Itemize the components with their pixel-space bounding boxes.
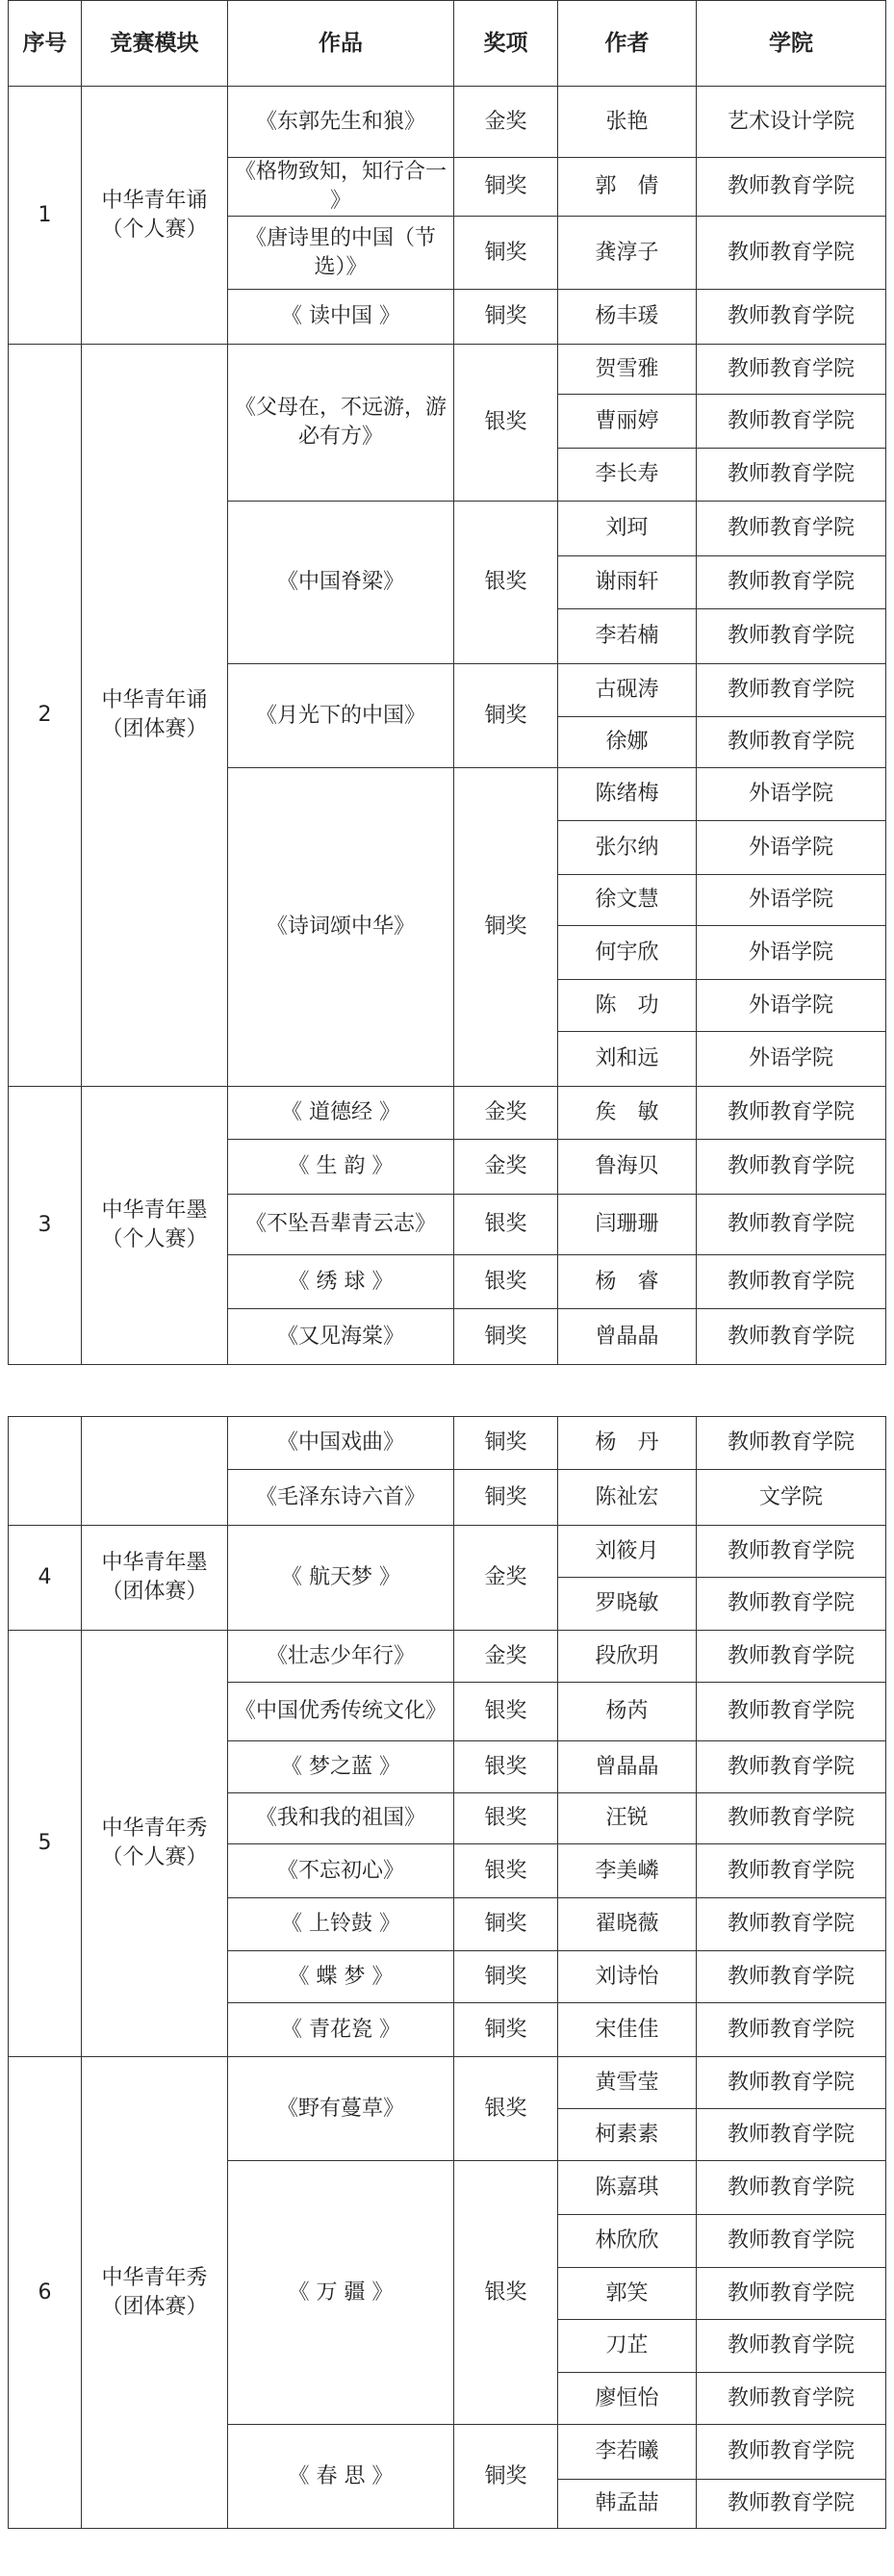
- award-table-part-2: [8, 1416, 886, 2529]
- work-title: 《 航天梦 》: [228, 1526, 454, 1631]
- table-row: [9, 1087, 886, 1140]
- work-title: 《 绣 球 》: [228, 1255, 454, 1309]
- work-title: 《 上铃鼓 》: [228, 1898, 454, 1951]
- college-name: 教师教育学院: [697, 609, 886, 664]
- award-level: 铜奖: [454, 1470, 558, 1526]
- award-level: 金奖: [454, 1140, 558, 1195]
- college-name: 教师教育学院: [697, 2320, 886, 2373]
- author-name: 宋佳佳: [558, 2003, 697, 2057]
- author-name: 刀芷: [558, 2320, 697, 2373]
- competition-module: 中华青年墨 （个人赛）: [82, 1087, 228, 1365]
- college-name: 教师教育学院: [697, 1309, 886, 1365]
- award-level: 铜奖: [454, 664, 558, 768]
- work-title: 《中国优秀传统文化》: [228, 1683, 454, 1741]
- college-name: 教师教育学院: [697, 1631, 886, 1683]
- award-level: 银奖: [454, 1741, 558, 1793]
- college-name: 教师教育学院: [697, 2425, 886, 2480]
- author-name: 徐娜: [558, 717, 697, 768]
- award-level: 铜奖: [454, 1951, 558, 2003]
- work-title: 《 蝶 梦 》: [228, 1951, 454, 2003]
- award-level: 铜奖: [454, 2425, 558, 2529]
- work-title: 《又见海棠》: [228, 1309, 454, 1365]
- table-row: [9, 87, 886, 158]
- author-name: 曾晶晶: [558, 1309, 697, 1365]
- author-name: 鲁海贝: [558, 1140, 697, 1195]
- award-level: 银奖: [454, 2057, 558, 2161]
- college-name: 外语学院: [697, 821, 886, 875]
- competition-module: 中华青年秀 （个人赛）: [82, 1631, 228, 2057]
- work-title: 《毛泽东诗六首》: [228, 1470, 454, 1526]
- header-no: 序号: [9, 1, 82, 87]
- college-name: 外语学院: [697, 926, 886, 980]
- award-level: 金奖: [454, 1631, 558, 1683]
- award-level: 银奖: [454, 2161, 558, 2425]
- college-name: 教师教育学院: [697, 1793, 886, 1844]
- college-name: 教师教育学院: [697, 664, 886, 717]
- author-name: 曹丽婷: [558, 395, 697, 449]
- college-name: 教师教育学院: [697, 1898, 886, 1951]
- author-name: 黄雪莹: [558, 2057, 697, 2109]
- competition-module: 中华青年秀 （团体赛）: [82, 2057, 228, 2529]
- college-name: 教师教育学院: [697, 1526, 886, 1578]
- work-title: 《 道德经 》: [228, 1087, 454, 1140]
- author-name: 廖恒怡: [558, 2373, 697, 2425]
- college-name: 教师教育学院: [697, 1683, 886, 1741]
- award-level: 铜奖: [454, 2003, 558, 2057]
- award-level: 铜奖: [454, 1898, 558, 1951]
- college-name: 文学院: [697, 1470, 886, 1526]
- author-name: 翟晓薇: [558, 1898, 697, 1951]
- group-number: 4: [9, 1526, 82, 1631]
- author-name: 陈祉宏: [558, 1470, 697, 1526]
- college-name: 教师教育学院: [697, 2215, 886, 2268]
- author-name: 杨丰瑗: [558, 290, 697, 345]
- author-name: 罗晓敏: [558, 1578, 697, 1631]
- college-name: 教师教育学院: [697, 290, 886, 345]
- college-name: 教师教育学院: [697, 449, 886, 502]
- work-title: 《不忘初心》: [228, 1844, 454, 1898]
- author-name: 陈绪梅: [558, 768, 697, 821]
- college-name: 教师教育学院: [697, 217, 886, 290]
- author-name: 陈 功: [558, 980, 697, 1032]
- award-level: 银奖: [454, 1793, 558, 1844]
- award-level: 银奖: [454, 1844, 558, 1898]
- header-work: 作品: [228, 1, 454, 87]
- college-name: 教师教育学院: [697, 345, 886, 395]
- award-level: 金奖: [454, 87, 558, 158]
- college-name: 教师教育学院: [697, 2161, 886, 2215]
- header-row: [9, 1, 886, 87]
- author-name: 李长寿: [558, 449, 697, 502]
- award-level: 铜奖: [454, 158, 558, 217]
- college-name: 教师教育学院: [697, 1578, 886, 1631]
- table-row: [9, 1417, 886, 1470]
- author-name: 刘筱月: [558, 1526, 697, 1578]
- author-name: 韩孟喆: [558, 2480, 697, 2529]
- author-name: 谢雨轩: [558, 556, 697, 609]
- work-title: 《 梦之蓝 》: [228, 1741, 454, 1793]
- college-name: 教师教育学院: [697, 1417, 886, 1470]
- college-name: 教师教育学院: [697, 502, 886, 556]
- college-name: 外语学院: [697, 980, 886, 1032]
- author-name: 刘诗怡: [558, 1951, 697, 2003]
- work-title: 《不坠吾辈青云志》: [228, 1195, 454, 1255]
- college-name: 外语学院: [697, 875, 886, 926]
- table-row: [9, 345, 886, 395]
- work-title: 《月光下的中国》: [228, 664, 454, 768]
- group-number: 1: [9, 87, 82, 345]
- work-title: 《 读中国 》: [228, 290, 454, 345]
- author-name: 李若楠: [558, 609, 697, 664]
- header-author: 作者: [558, 1, 697, 87]
- author-name: 徐文慧: [558, 875, 697, 926]
- work-title: 《壮志少年行》: [228, 1631, 454, 1683]
- author-name: 汪锐: [558, 1793, 697, 1844]
- award-level: 金奖: [454, 1526, 558, 1631]
- competition-module: 中华青年诵 （个人赛）: [82, 87, 228, 345]
- college-name: 教师教育学院: [697, 1951, 886, 2003]
- work-title: 《东郭先生和狼》: [228, 87, 454, 158]
- college-name: 艺术设计学院: [697, 87, 886, 158]
- author-name: 曾晶晶: [558, 1741, 697, 1793]
- award-level: 金奖: [454, 1087, 558, 1140]
- author-name: 李美嶙: [558, 1844, 697, 1898]
- college-name: 教师教育学院: [697, 158, 886, 217]
- college-name: 教师教育学院: [697, 1140, 886, 1195]
- college-name: 教师教育学院: [697, 2003, 886, 2057]
- author-name: 张艳: [558, 87, 697, 158]
- author-name: 刘珂: [558, 502, 697, 556]
- author-name: 郭 倩: [558, 158, 697, 217]
- award-table-part-1: [8, 0, 886, 1365]
- work-title: 《诗词颂中华》: [228, 768, 454, 1087]
- table-row: [9, 1631, 886, 1683]
- college-name: 教师教育学院: [697, 2373, 886, 2425]
- author-name: 段欣玥: [558, 1631, 697, 1683]
- group-number: 2: [9, 345, 82, 1087]
- college-name: 教师教育学院: [697, 395, 886, 449]
- award-level: 铜奖: [454, 217, 558, 290]
- header-award: 奖项: [454, 1, 558, 87]
- work-title: 《中国脊梁》: [228, 502, 454, 664]
- award-level: 铜奖: [454, 290, 558, 345]
- author-name: 何宇欣: [558, 926, 697, 980]
- college-name: 教师教育学院: [697, 2057, 886, 2109]
- author-name: 陈嘉琪: [558, 2161, 697, 2215]
- work-title: 《我和我的祖国》: [228, 1793, 454, 1844]
- author-name: 古砚涛: [558, 664, 697, 717]
- award-level: 银奖: [454, 502, 558, 664]
- competition-module: 中华青年墨 （团体赛）: [82, 1526, 228, 1631]
- author-name: 龚淳子: [558, 217, 697, 290]
- competition-module: [82, 1417, 228, 1526]
- college-name: 教师教育学院: [697, 1087, 886, 1140]
- author-name: 李若曦: [558, 2425, 697, 2480]
- author-name: 张尔纳: [558, 821, 697, 875]
- award-level: 铜奖: [454, 1417, 558, 1470]
- award-level: 银奖: [454, 1683, 558, 1741]
- author-name: 林欣欣: [558, 2215, 697, 2268]
- work-title: 《 青花瓷 》: [228, 2003, 454, 2057]
- college-name: 教师教育学院: [697, 1255, 886, 1309]
- work-title: 《 万 疆 》: [228, 2161, 454, 2425]
- author-name: 杨 睿: [558, 1255, 697, 1309]
- group-number: 6: [9, 2057, 82, 2529]
- header-college: 学院: [697, 1, 886, 87]
- work-title: 《格物致知，知行合一 》: [228, 158, 454, 217]
- college-name: 外语学院: [697, 768, 886, 821]
- group-number: 5: [9, 1631, 82, 2057]
- work-title: 《唐诗里的中国（节选）》: [228, 217, 454, 290]
- award-level: 银奖: [454, 1195, 558, 1255]
- college-name: 外语学院: [697, 1032, 886, 1087]
- header-module: 竞赛模块: [82, 1, 228, 87]
- work-title: 《 春 思 》: [228, 2425, 454, 2529]
- award-level: 铜奖: [454, 768, 558, 1087]
- competition-module: 中华青年诵 （团体赛）: [82, 345, 228, 1087]
- college-name: 教师教育学院: [697, 1741, 886, 1793]
- table-row: [9, 1526, 886, 1578]
- author-name: 柯素素: [558, 2109, 697, 2161]
- college-name: 教师教育学院: [697, 2109, 886, 2161]
- table-row: [9, 2057, 886, 2109]
- work-title: 《父母在，不远游，游必有方》: [228, 345, 454, 502]
- author-name: 郭笑: [558, 2268, 697, 2320]
- work-title: 《中国戏曲》: [228, 1417, 454, 1470]
- award-level: 银奖: [454, 1255, 558, 1309]
- group-number: [9, 1417, 82, 1526]
- author-name: 贺雪雅: [558, 345, 697, 395]
- award-level: 银奖: [454, 345, 558, 502]
- college-name: 教师教育学院: [697, 1195, 886, 1255]
- college-name: 教师教育学院: [697, 556, 886, 609]
- work-title: 《野有蔓草》: [228, 2057, 454, 2161]
- author-name: 刘和远: [558, 1032, 697, 1087]
- work-title: 《 生 韵 》: [228, 1140, 454, 1195]
- college-name: 教师教育学院: [697, 1844, 886, 1898]
- college-name: 教师教育学院: [697, 717, 886, 768]
- author-name: 闫珊珊: [558, 1195, 697, 1255]
- author-name: 杨芮: [558, 1683, 697, 1741]
- award-level: 铜奖: [454, 1309, 558, 1365]
- college-name: 教师教育学院: [697, 2268, 886, 2320]
- group-number: 3: [9, 1087, 82, 1365]
- college-name: 教师教育学院: [697, 2480, 886, 2529]
- author-name: 杨 丹: [558, 1417, 697, 1470]
- author-name: 矦 敏: [558, 1087, 697, 1140]
